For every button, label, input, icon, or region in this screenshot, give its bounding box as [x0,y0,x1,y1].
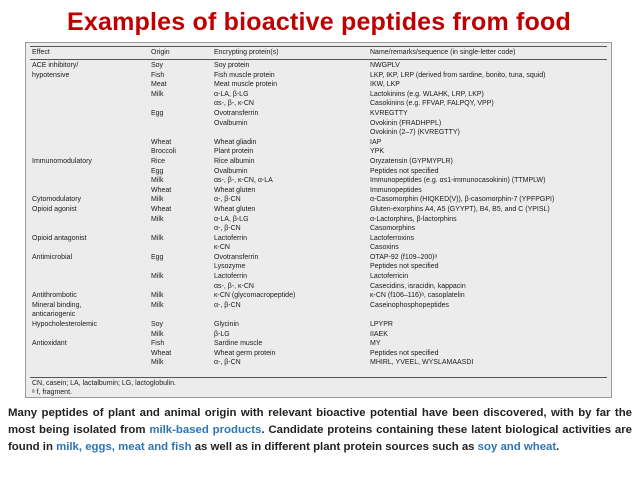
cell-origin: Milk [151,90,164,98]
header-name-sequence: Name/remarks/sequence (in single-letter code) [370,49,516,56]
cell-sequence: κ-CN (f106–116)ᵃ, casoplatelin [370,292,465,300]
table-row [30,349,607,359]
cell-origin: Rice [151,157,166,165]
table-row [30,157,607,167]
cell-origin: Broccoli [151,148,176,156]
cell-effect: Antimicrobial [32,253,73,261]
table-row [30,339,607,349]
cell-encrypting-protein: Rice albumin [214,157,255,165]
caption-highlight: milk, eggs, meat and fish [56,441,192,453]
table-row [30,301,607,311]
cell-origin: Milk [151,273,164,281]
table-row [30,320,607,330]
table-row [30,119,607,129]
table-header [30,46,607,60]
cell-effect: Immunomodulatory [32,157,92,165]
cell-sequence: IIAEK [370,330,388,338]
cell-encrypting-protein: α-, β-CN [214,359,241,367]
cell-encrypting-protein: α-LA, β-LG [214,90,249,98]
table-body [30,61,607,368]
cell-sequence: Ovokinin (2–7) (KVREGTTY) [370,129,460,137]
cell-encrypting-protein: Plant protein [214,148,254,156]
table-row [30,195,607,205]
cell-sequence: Casoxins [370,244,399,252]
cell-encrypting-protein: Wheat gluten [214,205,256,213]
table-row [30,215,607,225]
cell-encrypting-protein: Wheat gluten [214,186,256,194]
cell-sequence: Ovokinin (FRADHPPL) [370,119,442,127]
header-encrypting-proteins: Encrypting protein(s) [214,49,279,56]
cell-origin: Fish [151,340,165,348]
cell-sequence: α-Lactorphins, β-lactorphins [370,215,457,223]
cell-origin: Milk [151,301,164,309]
cell-encrypting-protein: Wheat gliadin [214,138,257,146]
cell-origin: Milk [151,215,164,223]
table-row [30,138,607,148]
table-row [30,61,607,71]
cell-encrypting-protein: α-LA, β-LG [214,215,249,223]
cell-sequence: LKP, IKP, LRP (derived from sardine, bonito, tuna, squid) [370,71,546,79]
cell-encrypting-protein: Wheat germ protein [214,349,276,357]
table-row [30,186,607,196]
table-row [30,176,607,186]
table-row [30,358,607,368]
cell-encrypting-protein: Lactoferrin [214,273,248,281]
table-row [30,90,607,100]
cell-origin: Wheat [151,349,172,357]
cell-effect: Hypocholesterolemic [32,321,97,329]
cell-encrypting-protein: β-LG [214,330,230,338]
cell-effect: Opioid agonist [32,205,77,213]
cell-encrypting-protein: Fish muscle protein [214,71,275,79]
cell-encrypting-protein: Ovotransferrin [214,253,259,261]
cell-encrypting-protein: α-, β-CN [214,301,241,309]
table-footnote-fragment: ᵃ f, fragment. [32,389,72,396]
cell-origin: Milk [151,177,164,185]
cell-origin: Egg [151,167,164,175]
cell-sequence: IKW, LKP [370,81,400,89]
cell-effect: ACE inhibitory/ [32,62,79,69]
table-row [30,128,607,138]
caption-text: . [556,441,560,453]
table-row [30,330,607,340]
cell-encrypting-protein: Ovotransferrin [214,109,259,117]
cell-effect: Cytomodulatory [32,196,82,204]
cell-encrypting-protein: α-, β-CN [214,225,241,233]
cell-sequence: Casecidins, isracidin, kappacin [370,282,466,290]
cell-sequence: Casokinins (e.g. FFVAP, FALPQY, VPP) [370,100,494,108]
table-row [30,80,607,90]
cell-origin: Milk [151,359,164,367]
cell-origin: Meat [151,81,167,89]
table-row [30,71,607,81]
cell-sequence: Oryzatensin (GYPMYPLR) [370,157,453,165]
cell-sequence: Lactokinins (e.g. WLAHK, LRP, LKP) [370,90,484,98]
cell-sequence: YPK [370,148,385,156]
table-row [30,224,607,234]
cell-effect: anticariogenic [32,311,76,319]
cell-origin: Wheat [151,138,172,146]
caption-text: as well as in different plant protein sources such as [191,441,478,453]
header-effect: Effect [32,49,50,56]
header-origin: Origin [151,49,170,56]
cell-sequence: Immunopeptides (e.g. αs1-immunocasokinin) (TTMPLW) [370,177,546,185]
cell-effect: Antithrombotic [32,292,77,300]
cell-encrypting-protein: α-, β-CN [214,196,241,204]
table-row [30,310,607,320]
cell-encrypting-protein: κ-CN [214,244,230,252]
cell-sequence: Casomorphins [370,225,416,233]
cell-sequence: MY [370,340,381,348]
cell-sequence: NWGPLV [370,62,400,69]
cell-sequence: Lactoferricin [370,273,409,281]
table-bottom-rule [30,377,607,378]
cell-sequence: KVREGTTY [370,109,408,117]
table-row [30,253,607,263]
cell-encrypting-protein: Soy protein [214,62,250,69]
caption-text: Many peptides of plant and animal origin with relevant bioactive potential have been discovered, with by far the most being isolated from [8,407,632,436]
cell-encrypting-protein: αs-, β-, κ-CN [214,100,254,108]
table-row [30,272,607,282]
cell-sequence: Lactoferroxins [370,234,414,242]
table-row [30,205,607,215]
cell-origin: Wheat [151,186,172,194]
cell-origin: Milk [151,292,164,300]
table-footnote-abbreviations: CN, casein; LA, lactalbumin; LG, lactoglobulin. [32,380,176,387]
cell-effect: Antioxidant [32,340,67,348]
cell-encrypting-protein: κ-CN (glycomacropeptide) [214,292,296,300]
peptide-table-figure [25,42,612,398]
cell-sequence: Peptides not specified [370,263,439,271]
cell-sequence: IAP [370,138,382,146]
cell-origin: Milk [151,196,164,204]
cell-sequence: Peptides not specified [370,349,439,357]
table-row [30,147,607,157]
cell-origin: Egg [151,253,164,261]
table-row [30,291,607,301]
cell-encrypting-protein: Lysozyme [214,263,246,271]
cell-effect: Mineral binding, [32,301,82,309]
cell-encrypting-protein: αs-, β-, κ-CN, α-LA [214,177,273,185]
cell-sequence: Caseinophosphopeptides [370,301,450,309]
cell-encrypting-protein: Meat muscle protein [214,81,278,89]
cell-origin: Milk [151,330,164,338]
cell-origin: Milk [151,234,164,242]
table-row [30,243,607,253]
table-row [30,109,607,119]
cell-sequence: Gluten-exorphins A4, A5 (GYYPT), B4, B5, and C (YPISL) [370,205,550,213]
slide-caption [8,405,632,456]
cell-sequence: Peptides not specified [370,167,439,175]
cell-origin: Egg [151,109,164,117]
table-row [30,262,607,272]
cell-encrypting-protein: Lactoferrin [214,234,248,242]
caption-highlight: soy and wheat [477,441,557,453]
cell-sequence: MHIRL, YVEEL, WYSLAMAASDI [370,359,474,367]
cell-encrypting-protein: Ovalbumin [214,167,248,175]
table-row [30,282,607,292]
slide-title: Examples of bioactive peptides from food [67,8,571,36]
cell-sequence: α-Casomorphin (HIQKED(V)), β-casomorphin-7 (YPFPGPI) [370,196,555,204]
cell-encrypting-protein: Glycinin [214,321,239,329]
caption-highlight: milk-based products [149,424,262,436]
cell-encrypting-protein: Sardine muscle [214,340,263,348]
cell-effect: Opioid antagonist [32,234,87,242]
cell-origin: Fish [151,71,165,79]
cell-origin: Wheat [151,205,172,213]
cell-effect: hypotensive [32,71,70,79]
table-row [30,234,607,244]
caption-text: . Candidate proteins containing these latent biological activities are found in [8,424,632,453]
cell-sequence: Immunopeptides [370,186,422,194]
cell-origin: Soy [151,321,164,329]
cell-encrypting-protein: αs-, β-, κ-CN [214,282,254,290]
cell-sequence: OTAP-92 (f109–200)ᵃ [370,253,438,261]
table-row [30,167,607,177]
table-row [30,99,607,109]
cell-sequence: LPYPR [370,321,393,329]
cell-origin: Soy [151,62,164,69]
cell-encrypting-protein: Ovalbumin [214,119,248,127]
